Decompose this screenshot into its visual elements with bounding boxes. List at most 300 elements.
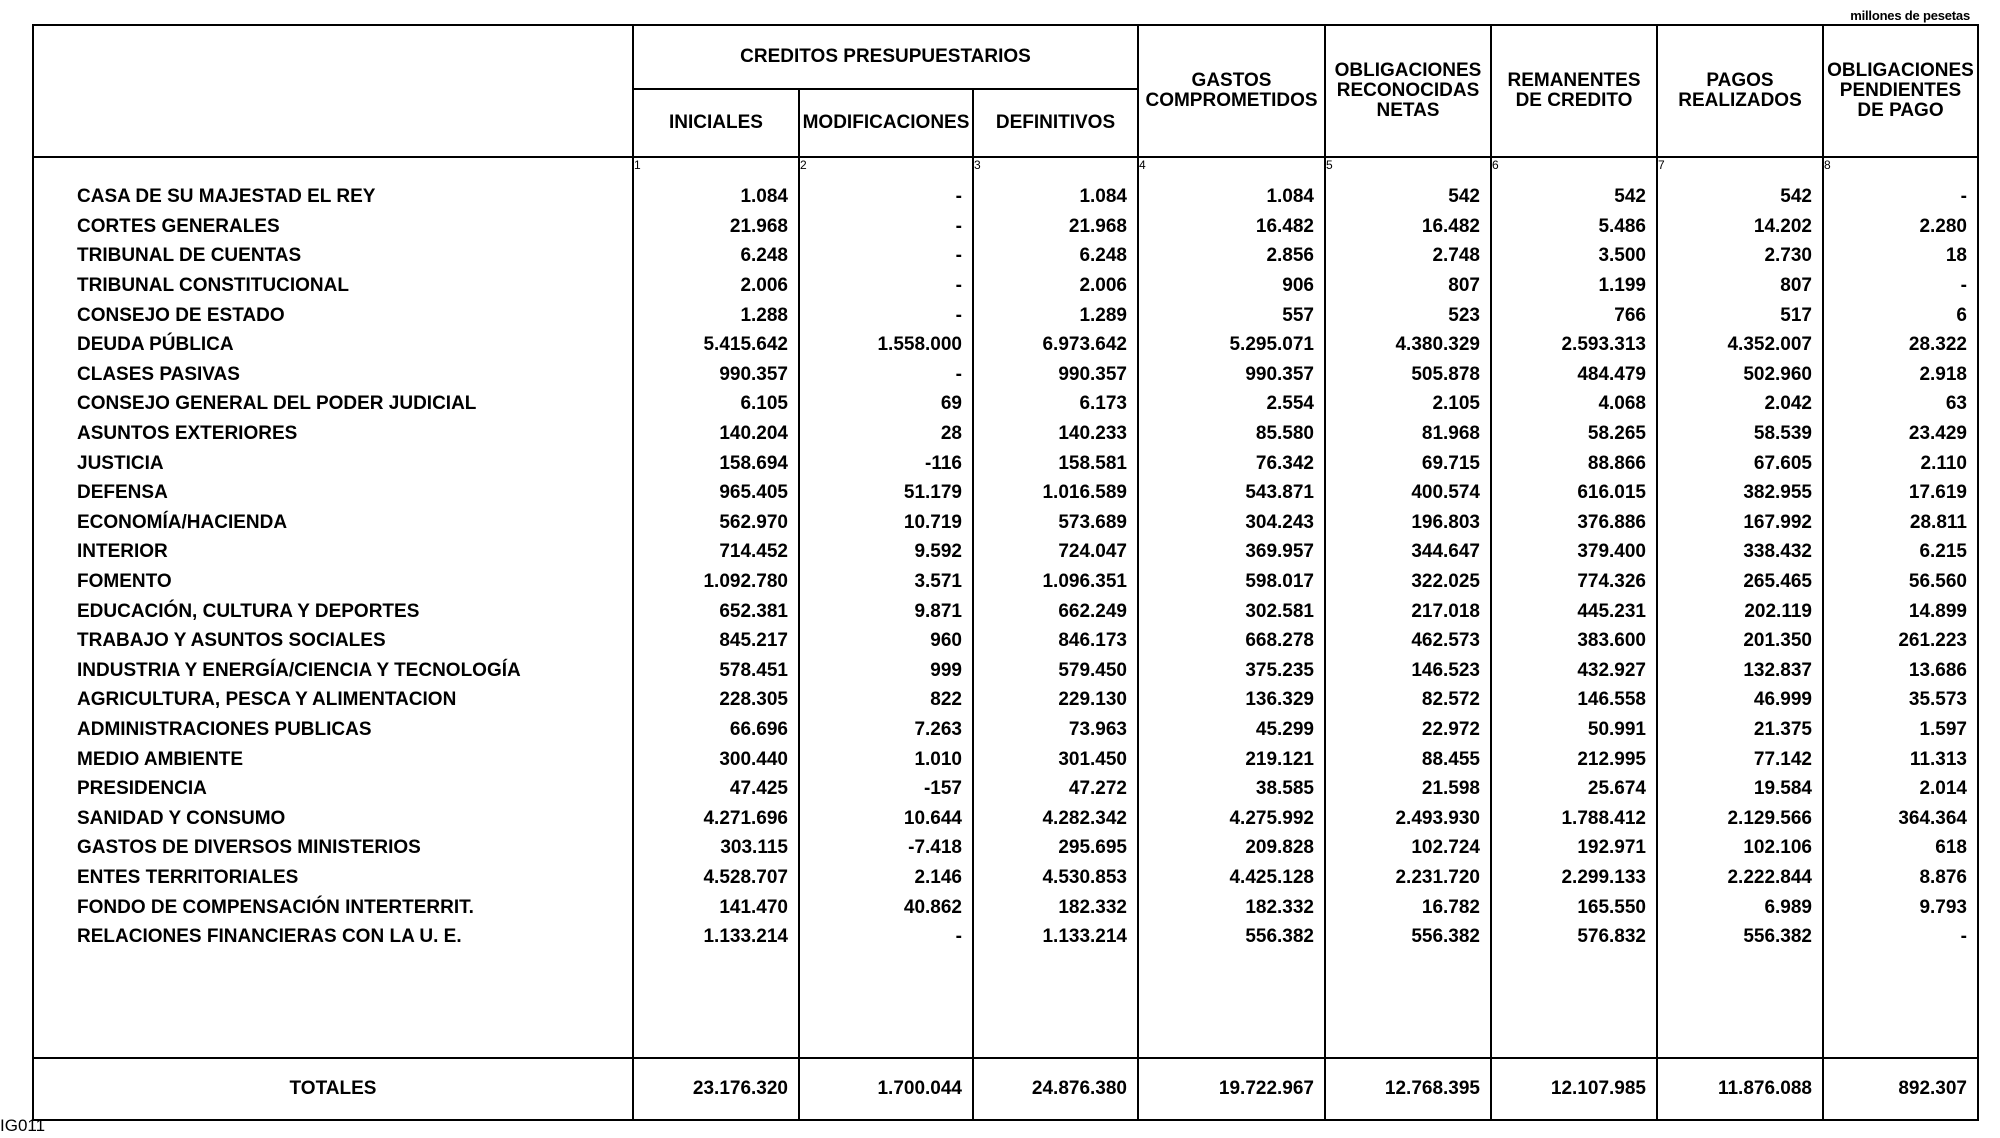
row-value: 724.047 — [973, 537, 1138, 567]
table-row — [33, 360, 1978, 390]
row-value: 51.179 — [799, 478, 973, 508]
row-value: 807 — [1325, 271, 1491, 301]
row-value: 376.886 — [1491, 508, 1657, 538]
row-value: 66.696 — [633, 715, 799, 745]
row-value: 217.018 — [1325, 596, 1491, 626]
row-value: 1.084 — [633, 182, 799, 212]
row-value: 579.450 — [973, 656, 1138, 686]
column-number: 5 — [1325, 157, 1491, 182]
row-value: 379.400 — [1491, 537, 1657, 567]
row-value: 1.289 — [973, 300, 1138, 330]
row-value: - — [799, 360, 973, 390]
row-value: 2.299.133 — [1491, 863, 1657, 893]
row-value: 6.173 — [973, 389, 1138, 419]
column-number: 6 — [1491, 157, 1657, 182]
row-name: INDUSTRIA Y ENERGÍA/CIENCIA Y TECNOLOGÍA — [33, 656, 633, 686]
row-value: 2.042 — [1657, 389, 1823, 419]
row-value: 965.405 — [633, 478, 799, 508]
table-row — [33, 833, 1978, 863]
spacer-cell — [1823, 951, 1978, 1058]
row-value: 2.730 — [1657, 241, 1823, 271]
row-value: 228.305 — [633, 685, 799, 715]
row-value: 192.971 — [1491, 833, 1657, 863]
row-name: TRIBUNAL DE CUENTAS — [33, 241, 633, 271]
row-name: AGRICULTURA, PESCA Y ALIMENTACION — [33, 685, 633, 715]
row-value: 212.995 — [1491, 744, 1657, 774]
row-value: 182.332 — [1138, 892, 1325, 922]
row-value: 35.573 — [1823, 685, 1978, 715]
row-value: 845.217 — [633, 626, 799, 656]
row-value: 652.381 — [633, 596, 799, 626]
row-name: JUSTICIA — [33, 448, 633, 478]
row-value: 69 — [799, 389, 973, 419]
row-value: 67.605 — [1657, 448, 1823, 478]
row-value: 6.105 — [633, 389, 799, 419]
header-row-top — [33, 25, 1978, 89]
table-row — [33, 537, 1978, 567]
row-value: 6.248 — [633, 241, 799, 271]
row-name: ECONOMÍA/HACIENDA — [33, 508, 633, 538]
row-value: 598.017 — [1138, 567, 1325, 597]
row-value: -157 — [799, 774, 973, 804]
row-name: GASTOS DE DIVERSOS MINISTERIOS — [33, 833, 633, 863]
row-value: 9.793 — [1823, 892, 1978, 922]
row-value: 302.581 — [1138, 596, 1325, 626]
row-value: 46.999 — [1657, 685, 1823, 715]
row-value: 18 — [1823, 241, 1978, 271]
row-value: 16.482 — [1138, 212, 1325, 242]
footer-code: IG011 — [0, 1116, 46, 1135]
row-value: 990.357 — [1138, 360, 1325, 390]
row-value: 47.425 — [633, 774, 799, 804]
table-row — [33, 656, 1978, 686]
table-row — [33, 448, 1978, 478]
column-number: 4 — [1138, 157, 1325, 182]
row-value: 542 — [1325, 182, 1491, 212]
row-name: PRESIDENCIA — [33, 774, 633, 804]
table-row — [33, 182, 1978, 212]
table-row — [33, 922, 1978, 952]
row-name: TRIBUNAL CONSTITUCIONAL — [33, 271, 633, 301]
row-value: 714.452 — [633, 537, 799, 567]
column-number: 8 — [1823, 157, 1978, 182]
table-row — [33, 567, 1978, 597]
row-value: 3.571 — [799, 567, 973, 597]
row-value: 82.572 — [1325, 685, 1491, 715]
row-value: 45.299 — [1138, 715, 1325, 745]
spacer-cell — [33, 951, 633, 1058]
totals-row — [33, 1058, 1978, 1120]
row-value: 202.119 — [1657, 596, 1823, 626]
row-value: 13.686 — [1823, 656, 1978, 686]
row-value: 382.955 — [1657, 478, 1823, 508]
row-value: 182.332 — [973, 892, 1138, 922]
row-value: 11.313 — [1823, 744, 1978, 774]
row-value: 4.425.128 — [1138, 863, 1325, 893]
row-value: 2.014 — [1823, 774, 1978, 804]
row-name: FOMENTO — [33, 567, 633, 597]
row-value: 573.689 — [973, 508, 1138, 538]
row-value: 2.222.844 — [1657, 863, 1823, 893]
totals-label: TOTALES — [33, 1058, 633, 1120]
row-value: 846.173 — [973, 626, 1138, 656]
totals-value: 23.176.320 — [633, 1058, 799, 1120]
row-value: 10.644 — [799, 803, 973, 833]
table-row — [33, 508, 1978, 538]
table-row — [33, 715, 1978, 745]
table-row — [33, 389, 1978, 419]
row-value: - — [799, 300, 973, 330]
row-value: 5.295.071 — [1138, 330, 1325, 360]
table-row — [33, 626, 1978, 656]
row-value: 462.573 — [1325, 626, 1491, 656]
pagos-header: PAGOS REALIZADOS — [1657, 25, 1823, 157]
row-value: 56.560 — [1823, 567, 1978, 597]
table-row — [33, 892, 1978, 922]
row-value: 1.133.214 — [633, 922, 799, 952]
totals-value: 11.876.088 — [1657, 1058, 1823, 1120]
row-value: 505.878 — [1325, 360, 1491, 390]
row-value: 400.574 — [1325, 478, 1491, 508]
row-value: 16.782 — [1325, 892, 1491, 922]
row-value: 445.231 — [1491, 596, 1657, 626]
row-value: 16.482 — [1325, 212, 1491, 242]
totals-value: 1.700.044 — [799, 1058, 973, 1120]
row-name: CONSEJO DE ESTADO — [33, 300, 633, 330]
row-value: 999 — [799, 656, 973, 686]
row-value: 8.876 — [1823, 863, 1978, 893]
row-value: - — [1823, 271, 1978, 301]
row-value: 807 — [1657, 271, 1823, 301]
row-value: 3.500 — [1491, 241, 1657, 271]
row-value: 1.558.000 — [799, 330, 973, 360]
row-value: 1.597 — [1823, 715, 1978, 745]
row-name: MEDIO AMBIENTE — [33, 744, 633, 774]
row-value: 301.450 — [973, 744, 1138, 774]
row-value: 167.992 — [1657, 508, 1823, 538]
row-value: 766 — [1491, 300, 1657, 330]
row-value: 542 — [1491, 182, 1657, 212]
row-value: 375.235 — [1138, 656, 1325, 686]
spacer-cell — [1657, 951, 1823, 1058]
row-value: 69.715 — [1325, 448, 1491, 478]
row-value: 556.382 — [1325, 922, 1491, 952]
row-value: 265.465 — [1657, 567, 1823, 597]
row-value: 990.357 — [973, 360, 1138, 390]
spacer-cell — [1138, 951, 1325, 1058]
row-name: INTERIOR — [33, 537, 633, 567]
totals-value: 12.768.395 — [1325, 1058, 1491, 1120]
row-name: CONSEJO GENERAL DEL PODER JUDICIAL — [33, 389, 633, 419]
row-value: - — [799, 212, 973, 242]
table-row — [33, 300, 1978, 330]
column-number: 7 — [1657, 157, 1823, 182]
row-value: 523 — [1325, 300, 1491, 330]
row-value: 201.350 — [1657, 626, 1823, 656]
column-number-blank — [33, 157, 633, 182]
row-value: 209.828 — [1138, 833, 1325, 863]
row-value: 960 — [799, 626, 973, 656]
row-value: 102.724 — [1325, 833, 1491, 863]
row-value: 40.862 — [799, 892, 973, 922]
iniciales-header: INICIALES — [633, 89, 799, 157]
row-value: 77.142 — [1657, 744, 1823, 774]
table-row — [33, 330, 1978, 360]
row-value: 9.592 — [799, 537, 973, 567]
row-value: 4.530.853 — [973, 863, 1138, 893]
row-value: 58.265 — [1491, 419, 1657, 449]
remanentes-header: REMANENTES DE CREDITO — [1491, 25, 1657, 157]
row-value: 141.470 — [633, 892, 799, 922]
row-value: 6.989 — [1657, 892, 1823, 922]
row-value: 7.263 — [799, 715, 973, 745]
totals-value: 12.107.985 — [1491, 1058, 1657, 1120]
row-value: 229.130 — [973, 685, 1138, 715]
row-value: 146.523 — [1325, 656, 1491, 686]
table-row — [33, 744, 1978, 774]
row-value: 1.133.214 — [973, 922, 1138, 952]
row-value: 1.092.780 — [633, 567, 799, 597]
row-value: 906 — [1138, 271, 1325, 301]
table-row — [33, 478, 1978, 508]
table-body — [33, 157, 1978, 1120]
row-value: 2.129.566 — [1657, 803, 1823, 833]
row-value: 338.432 — [1657, 537, 1823, 567]
totals-value: 24.876.380 — [973, 1058, 1138, 1120]
row-value: 774.326 — [1491, 567, 1657, 597]
totals-value: 892.307 — [1823, 1058, 1978, 1120]
spacer-row — [33, 951, 1978, 1058]
row-value: 322.025 — [1325, 567, 1491, 597]
row-value: 5.486 — [1491, 212, 1657, 242]
row-value: 165.550 — [1491, 892, 1657, 922]
row-value: 562.970 — [633, 508, 799, 538]
row-label-header — [33, 25, 633, 157]
budget-table — [32, 24, 1979, 1121]
row-value: 2.110 — [1823, 448, 1978, 478]
row-value: - — [799, 241, 973, 271]
row-value: 432.927 — [1491, 656, 1657, 686]
row-value: 576.832 — [1491, 922, 1657, 952]
row-value: 1.010 — [799, 744, 973, 774]
spacer-cell — [1491, 951, 1657, 1058]
row-value: 2.593.313 — [1491, 330, 1657, 360]
row-value: 618 — [1823, 833, 1978, 863]
row-value: 2.105 — [1325, 389, 1491, 419]
row-value: 543.871 — [1138, 478, 1325, 508]
row-value: 1.788.412 — [1491, 803, 1657, 833]
row-value: 85.580 — [1138, 419, 1325, 449]
row-value: 58.539 — [1657, 419, 1823, 449]
row-value: 4.068 — [1491, 389, 1657, 419]
row-value: 2.856 — [1138, 241, 1325, 271]
row-name: RELACIONES FINANCIERAS CON LA U. E. — [33, 922, 633, 952]
row-name: DEFENSA — [33, 478, 633, 508]
row-value: 303.115 — [633, 833, 799, 863]
row-value: 668.278 — [1138, 626, 1325, 656]
row-name: ENTES TERRITORIALES — [33, 863, 633, 893]
row-value: 17.619 — [1823, 478, 1978, 508]
row-value: 132.837 — [1657, 656, 1823, 686]
row-value: - — [799, 182, 973, 212]
row-value: 662.249 — [973, 596, 1138, 626]
row-value: 23.429 — [1823, 419, 1978, 449]
column-number: 3 — [973, 157, 1138, 182]
row-value: 196.803 — [1325, 508, 1491, 538]
row-value: 344.647 — [1325, 537, 1491, 567]
row-value: 556.382 — [1657, 922, 1823, 952]
row-value: 1.084 — [1138, 182, 1325, 212]
row-value: 6.248 — [973, 241, 1138, 271]
row-value: 81.968 — [1325, 419, 1491, 449]
definitivos-header: DEFINITIVOS — [973, 89, 1138, 157]
totals-value: 19.722.967 — [1138, 1058, 1325, 1120]
row-value: 219.121 — [1138, 744, 1325, 774]
row-value: 14.202 — [1657, 212, 1823, 242]
row-value: 261.223 — [1823, 626, 1978, 656]
row-value: 73.963 — [973, 715, 1138, 745]
row-value: 4.275.992 — [1138, 803, 1325, 833]
row-value: 4.282.342 — [973, 803, 1138, 833]
row-name: CLASES PASIVAS — [33, 360, 633, 390]
row-value: 616.015 — [1491, 478, 1657, 508]
table-row — [33, 241, 1978, 271]
row-value: 21.968 — [973, 212, 1138, 242]
row-value: 22.972 — [1325, 715, 1491, 745]
row-name: SANIDAD Y CONSUMO — [33, 803, 633, 833]
creditos-presupuestarios-header: CREDITOS PRESUPUESTARIOS — [633, 25, 1138, 89]
row-value: 2.748 — [1325, 241, 1491, 271]
row-value: 146.558 — [1491, 685, 1657, 715]
row-value: 19.584 — [1657, 774, 1823, 804]
row-value: 21.968 — [633, 212, 799, 242]
row-value: 50.991 — [1491, 715, 1657, 745]
row-name: CORTES GENERALES — [33, 212, 633, 242]
units-label: millones de pesetas — [1850, 8, 1970, 23]
row-value: 1.084 — [973, 182, 1138, 212]
row-value: 4.528.707 — [633, 863, 799, 893]
column-number: 2 — [799, 157, 973, 182]
row-name: ADMINISTRACIONES PUBLICAS — [33, 715, 633, 745]
row-value: 158.581 — [973, 448, 1138, 478]
row-value: 9.871 — [799, 596, 973, 626]
row-value: - — [799, 271, 973, 301]
row-value: 295.695 — [973, 833, 1138, 863]
row-value: 21.598 — [1325, 774, 1491, 804]
gastos-comprometidos-header: GASTOS COMPROMETIDOS — [1138, 25, 1325, 157]
row-value: 88.866 — [1491, 448, 1657, 478]
column-number: 1 — [633, 157, 799, 182]
row-value: 102.106 — [1657, 833, 1823, 863]
row-name: FONDO DE COMPENSACIÓN INTERTERRIT. — [33, 892, 633, 922]
row-value: 1.096.351 — [973, 567, 1138, 597]
row-value: 47.272 — [973, 774, 1138, 804]
row-value: 25.674 — [1491, 774, 1657, 804]
row-name: DEUDA PÚBLICA — [33, 330, 633, 360]
row-value: 990.357 — [633, 360, 799, 390]
row-name: EDUCACIÓN, CULTURA Y DEPORTES — [33, 596, 633, 626]
row-value: 14.899 — [1823, 596, 1978, 626]
spacer-cell — [973, 951, 1138, 1058]
spacer-cell — [1325, 951, 1491, 1058]
table-row — [33, 685, 1978, 715]
row-value: - — [1823, 182, 1978, 212]
row-value: -116 — [799, 448, 973, 478]
row-value: 4.271.696 — [633, 803, 799, 833]
row-value: 2.006 — [633, 271, 799, 301]
spacer-cell — [799, 951, 973, 1058]
row-value: -7.418 — [799, 833, 973, 863]
row-value: 1.199 — [1491, 271, 1657, 301]
table-row — [33, 419, 1978, 449]
table-row — [33, 212, 1978, 242]
column-number-row — [33, 157, 1978, 182]
row-value: - — [1823, 922, 1978, 952]
row-value: 136.329 — [1138, 685, 1325, 715]
row-value: 6.973.642 — [973, 330, 1138, 360]
row-value: 4.352.007 — [1657, 330, 1823, 360]
row-value: 2.006 — [973, 271, 1138, 301]
row-value: 28.811 — [1823, 508, 1978, 538]
row-value: 158.694 — [633, 448, 799, 478]
row-name: CASA DE SU MAJESTAD EL REY — [33, 182, 633, 212]
row-value: 6.215 — [1823, 537, 1978, 567]
row-value: 2.146 — [799, 863, 973, 893]
row-value: 304.243 — [1138, 508, 1325, 538]
row-value: 28.322 — [1823, 330, 1978, 360]
row-value: 63 — [1823, 389, 1978, 419]
row-value: 38.585 — [1138, 774, 1325, 804]
row-value: 140.233 — [973, 419, 1138, 449]
pendientes-header: OBLIGACIONES PENDIENTES DE PAGO — [1823, 25, 1978, 157]
row-value: 2.231.720 — [1325, 863, 1491, 893]
row-value: 10.719 — [799, 508, 973, 538]
row-value: - — [799, 922, 973, 952]
spacer-cell — [633, 951, 799, 1058]
table-row — [33, 803, 1978, 833]
row-value: 1.288 — [633, 300, 799, 330]
row-value: 2.918 — [1823, 360, 1978, 390]
row-value: 578.451 — [633, 656, 799, 686]
row-value: 2.280 — [1823, 212, 1978, 242]
table-row — [33, 596, 1978, 626]
row-value: 88.455 — [1325, 744, 1491, 774]
row-value: 2.554 — [1138, 389, 1325, 419]
row-value: 369.957 — [1138, 537, 1325, 567]
table-row — [33, 271, 1978, 301]
row-value: 517 — [1657, 300, 1823, 330]
row-value: 300.440 — [633, 744, 799, 774]
row-value: 140.204 — [633, 419, 799, 449]
modificaciones-header: MODIFICACIONES — [799, 89, 973, 157]
row-value: 76.342 — [1138, 448, 1325, 478]
table-row — [33, 774, 1978, 804]
row-value: 1.016.589 — [973, 478, 1138, 508]
row-value: 383.600 — [1491, 626, 1657, 656]
row-value: 502.960 — [1657, 360, 1823, 390]
row-value: 5.415.642 — [633, 330, 799, 360]
row-value: 557 — [1138, 300, 1325, 330]
obligaciones-netas-header: OBLIGACIONES RECONOCIDAS NETAS — [1325, 25, 1491, 157]
row-value: 364.364 — [1823, 803, 1978, 833]
row-name: TRABAJO Y ASUNTOS SOCIALES — [33, 626, 633, 656]
row-name: ASUNTOS EXTERIORES — [33, 419, 633, 449]
row-value: 4.380.329 — [1325, 330, 1491, 360]
row-value: 556.382 — [1138, 922, 1325, 952]
table-row — [33, 863, 1978, 893]
row-value: 21.375 — [1657, 715, 1823, 745]
row-value: 542 — [1657, 182, 1823, 212]
